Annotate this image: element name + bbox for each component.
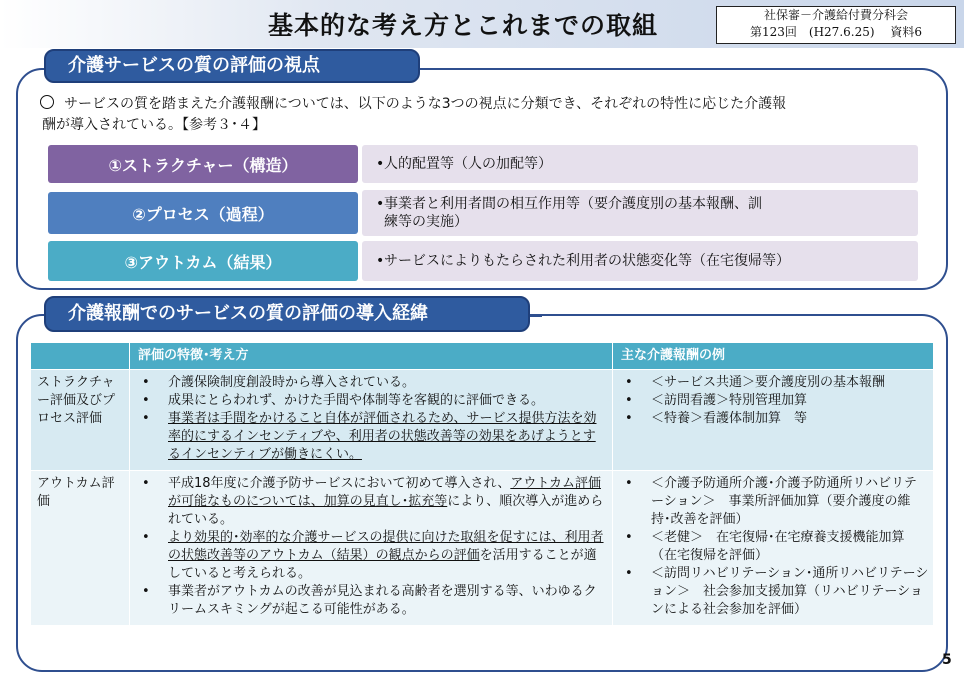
history-table	[30, 342, 934, 626]
list-item: • ＜介護予防通所介護･介護予防通所リハビリテーション＞ 事業所評価加算（要介護度の維持･改善を評価）	[619, 475, 929, 529]
table-header-blank	[31, 343, 130, 370]
reference-committee: 社保審－介護給付費分科会	[763, 8, 908, 22]
list-item: • ＜訪問看護＞特別管理加算	[619, 392, 929, 410]
circle-bullet-icon	[40, 95, 54, 109]
table-row	[31, 370, 934, 471]
list-item: • ＜老健＞ 在宅復帰･在宅療養支援機能加算（在宅復帰を評価）	[619, 529, 929, 565]
features-cell	[130, 471, 613, 626]
row-head-structure-process: ストラクチャー評価及びプロセス評価	[31, 370, 130, 471]
viewpoint-outcome-label: ③アウトカム（結果）	[48, 241, 358, 281]
list-item: • ＜訪問リハビリテーション･通所リハビリテーション＞ 社会参加支援加算（リハビリテーションによる社会参加を評価）	[619, 565, 929, 619]
list-item: • ＜サービス共通＞要介護度別の基本報酬	[619, 374, 929, 392]
list-item: • 事業者は手間をかけること自体が評価されるため、サービス提供方法を効率的にするインセンティブや、利用者の状態改善等の効果をあげようとするインセンティブが働きにくい。	[136, 410, 608, 464]
viewpoint-structure-desc: • 人的配置等（人の加配等）	[362, 145, 918, 183]
viewpoint-process-desc: • 事業者と利用者間の相互作用等（要介護度別の基本報酬、訓 練等の実施）	[362, 190, 918, 236]
reference-box	[716, 6, 956, 44]
viewpoint-process-label: ②プロセス（過程）	[48, 192, 358, 234]
intro-line-1: サービスの質を踏まえた介護報酬については、以下のような3つの視点に分類でき、それぞれの特性に応じた介護報	[64, 96, 787, 112]
intro-line-2: 酬が導入されている。【参考３･４】	[42, 117, 266, 133]
section-viewpoints-tab: 介護サービスの質の評価の視点	[44, 49, 420, 83]
list-item: • 平成18年度に介護予防サービスにおいて初めて導入され、アウトカム評価が可能なものについては、加算の見直し･拡充等により、順次導入が進められている。	[136, 475, 608, 529]
page-number: 5	[942, 652, 952, 668]
page-title: 基本的な考え方とこれまでの取組	[268, 11, 659, 40]
reference-meeting: 第123回 (H27.6.25) 資料6	[750, 25, 922, 39]
examples-cell	[613, 471, 934, 626]
table-header-row	[31, 343, 934, 370]
section-history-tab: 介護報酬でのサービスの質の評価の導入経緯	[44, 296, 530, 332]
list-item: • 介護保険制度創設時から導入されている。	[136, 374, 608, 392]
list-item: • 事業者がアウトカムの改善が見込まれる高齢者を選別する等、いわゆるクリームスキミングが起こる可能性がある。	[136, 583, 608, 619]
table-header-examples: 主な介護報酬の例	[613, 343, 934, 370]
list-item: • ＜特養＞看護体制加算 等	[619, 410, 929, 428]
features-cell	[130, 370, 613, 471]
list-item: • 成果にとらわれず、かけた手間や体制等を客観的に評価できる。	[136, 392, 608, 410]
table-header-features: 評価の特徴･考え方	[130, 343, 613, 370]
row-head-outcome: アウトカム評価	[31, 471, 130, 626]
viewpoint-structure-label: ①ストラクチャー（構造）	[48, 145, 358, 183]
list-item: • より効果的･効率的な介護サービスの提供に向けた取組を促すには、利用者の状態改善等のアウトカム（結果）の観点からの評価を活用することが適していると考えられる。	[136, 529, 608, 583]
examples-cell	[613, 370, 934, 471]
viewpoints-intro	[40, 94, 920, 136]
table-row	[31, 471, 934, 626]
viewpoint-outcome-desc: • サービスによりもたらされた利用者の状態変化等（在宅復帰等）	[362, 241, 918, 281]
